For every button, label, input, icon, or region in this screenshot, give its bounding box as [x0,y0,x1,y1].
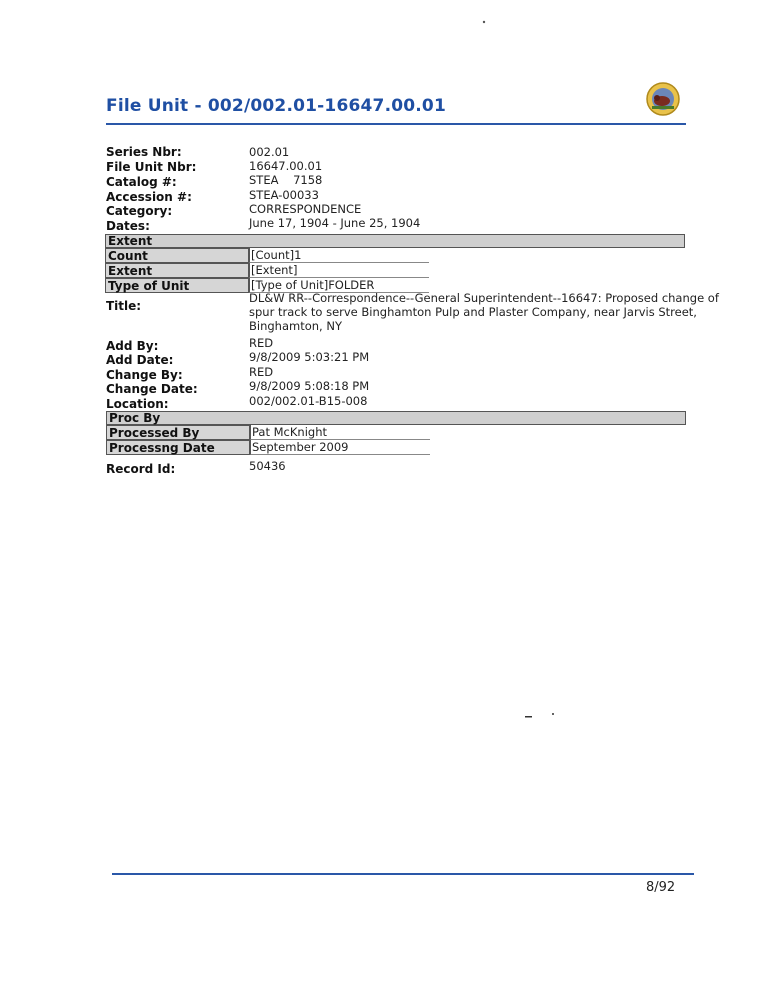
change-by-value: RED [249,365,274,379]
extent-value: [Extent] [249,263,429,278]
file-unit-nbr-label: File Unit Nbr: [106,160,197,174]
series-nbr-label: Series Nbr: [106,145,182,159]
type-of-unit-value: [Type of Unit]FOLDER [249,278,429,293]
count-value: [Count]1 [249,248,429,263]
processed-by-value: Pat McKnight [250,425,430,440]
catalog-value: STEA 7158 [249,173,323,187]
location-value: 002/002.01-B15-008 [249,394,368,408]
type-of-unit-label: Type of Unit [108,279,190,293]
footer-divider [112,873,694,875]
count-label: Count [108,249,148,263]
category-value: CORRESPONDENCE [249,202,362,216]
dates-value: June 17, 1904 - June 25, 1904 [249,216,421,230]
add-date-label: Add Date: [106,353,174,367]
record-id-value: 50436 [249,459,286,473]
dates-label: Dates: [106,219,150,233]
change-by-label: Change By: [106,368,183,382]
accession-label: Accession #: [106,190,192,204]
file-unit-nbr-value: 16647.00.01 [249,159,323,173]
proc-by-section-label: Proc By [109,411,161,425]
page-number: 8/92 [646,880,676,895]
processed-by-label: Processed By [109,426,200,440]
accession-value: STEA-00033 [249,188,319,202]
catalog-label: Catalog #: [106,175,177,189]
category-label: Category: [106,204,173,218]
title-label: Title: [106,299,142,313]
extent-section-label: Extent [108,234,153,248]
title-line-1: DL&W RR--Correspondence--General Superintendent--16647: Proposed change of [249,291,719,305]
add-by-value: RED [249,336,274,350]
page-title: File Unit - 002/002.01-16647.00.01 [106,96,446,116]
location-label: Location: [106,397,169,411]
add-by-label: Add By: [106,339,159,353]
add-date-value: 9/8/2009 5:03:21 PM [249,350,370,364]
change-date-label: Change Date: [106,382,198,396]
change-date-value: 9/8/2009 5:08:18 PM [249,379,370,393]
processing-date-label: Processng Date [109,441,215,455]
title-line-3: Binghamton, NY [249,319,342,333]
title-line-2: spur track to serve Binghamton Pulp and Plaster Company, near Jarvis Street, [249,305,697,319]
series-nbr-value: 002.01 [249,145,290,159]
processing-date-value: September 2009 [250,440,430,455]
record-id-label: Record Id: [106,462,176,476]
extent-label: Extent [108,264,153,278]
